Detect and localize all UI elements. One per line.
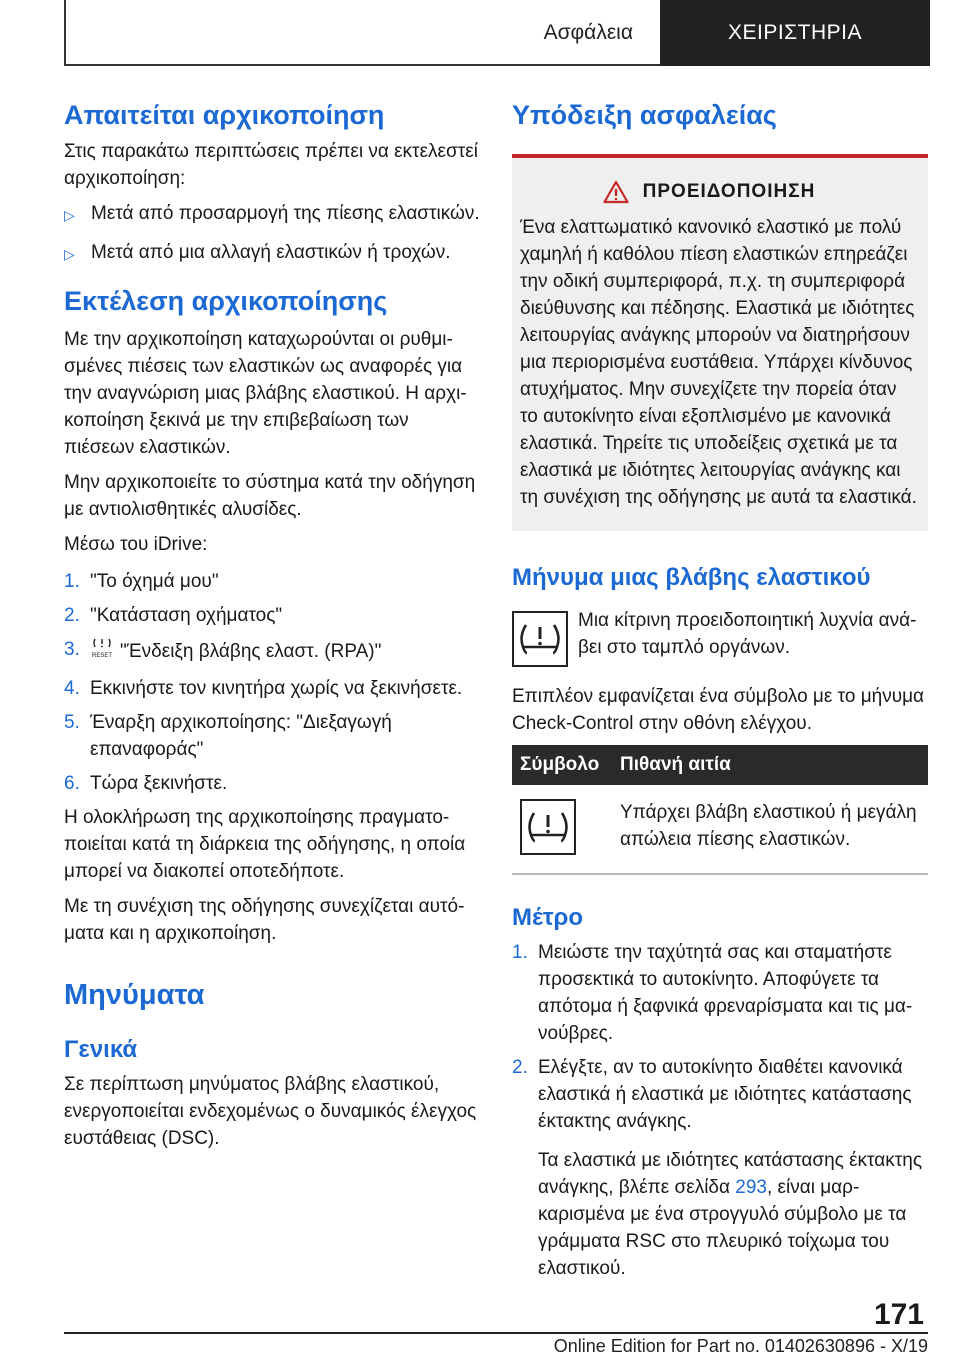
- step-item: [512, 939, 928, 1047]
- step-number: 4.: [64, 678, 80, 699]
- step-number: 3.: [64, 639, 80, 660]
- step-text: "Το όχημά μου": [90, 571, 219, 592]
- bullet-text: Μετά από μια αλλαγή ελαστικών ή τροχών.: [91, 242, 451, 263]
- step-text: Έναρξη αρχικοποίησης: "Διεξαγωγή επαναφοράς": [90, 712, 392, 760]
- step-item: [64, 636, 484, 668]
- footer-divider: [64, 1332, 928, 1334]
- right-column: [512, 98, 928, 1290]
- step-number: 2.: [512, 1057, 528, 1078]
- paragraph: Στις παρακάτω περιπτώσεις πρέπει να εκτελεστεί αρχικοποίηση:: [64, 141, 478, 189]
- table-header-cause: Πιθανή αιτία: [620, 754, 731, 775]
- step-text: "Κατάσταση οχήματος": [90, 605, 283, 626]
- paragraph: Με τη συνέχιση της οδήγησης συνεχίζεται αυτόματα και η αρχικοποίηση.: [64, 896, 465, 944]
- page-number: 171: [873, 1298, 924, 1331]
- bullet-item: [64, 200, 484, 229]
- step-number: 6.: [64, 773, 80, 794]
- paragraph: Με την αρχικοποίηση καταχωρούνται οι ρυθμισμένες πιέσεις των ελαστικών ως αναφορές για την αναγνώριση μιας βλάβης ελαστικού. Η αρχικοποίηση ξεκινά με την επιβεβαίωση των πιέσεων ελαστικών.: [64, 329, 467, 458]
- table-header: [512, 745, 928, 785]
- paragraph: Η ολοκλήρωση της αρχικοποίησης πραγματοποιείται κατά τη διάρκεια της οδήγησης, η οποία μπορεί να διακοπεί οποτεδήποτε.: [64, 807, 466, 882]
- paragraph: Μέσω του iDrive:: [64, 534, 208, 555]
- step-number: 5.: [64, 712, 80, 733]
- step-text: Τώρα ξεκινήστε.: [90, 773, 228, 794]
- warning-title-text: ΠΡΟΕΙΔΟΠΟΙΗΣΗ: [642, 181, 816, 202]
- heading-init-required: Απαιτείται αρχικοποίηση: [64, 100, 385, 130]
- warning-text: Ένα ελαττωματικό κανονικό ελαστικό με πολύ χαμηλή ή καθόλου πίεση ελαστικών επηρεάζει την οδική συμπεριφορά, π.χ. τη συμπεριφορά διεύθυνσης και πέδησης. Ελαστικά με ιδιότητες λειτουργίας ανάγκης μπορούν να διατηρήσουν μια περιορισμένα ευστάθεια. Υπάρχει κίνδυνος ατυχήματος. Μην συνεχίζετε την πορεία όταν το αυτοκίνητο είναι εξοπλισμένο με κανονικά ελαστικά. Τηρείτε τις υποδείξεις σχετικά με τα ελαστικά με ιδιότητες λειτουργίας ανάγκης και τη συνέχιση της οδήγησης με αυτά τα ελαστικά.: [520, 217, 917, 508]
- warning-triangle-icon: [603, 180, 629, 204]
- heading-measure: Μέτρο: [512, 904, 584, 931]
- header-chapter-tab: ΧΕΙΡΙΣΤΗΡΙΑ: [660, 0, 930, 66]
- triangle-bullet-icon: ▷: [64, 246, 75, 262]
- heading-messages: Μηνύματα: [64, 979, 205, 1011]
- page-link[interactable]: 293: [735, 1177, 767, 1198]
- paragraph: Σε περίπτωση μηνύματος βλάβης ελαστικού, ενεργοποιείται ενδεχομένως ο δυναμικός έλεγχος ευστάθειας (DSC).: [64, 1074, 477, 1149]
- left-column: [64, 98, 484, 1160]
- table-cell-symbol: [512, 799, 612, 855]
- indicator-light-text: Μια κίτρινη προειδοποιητική λυχνία ανάβει στο ταμπλό οργάνων.: [578, 610, 917, 658]
- rsc-text-a: Τα ελαστικά με ιδιότητες κατάστασης έκτακτης ανάγκης, βλέπε σελίδα: [538, 1150, 922, 1198]
- heading-tire-fault-message: Μήνυμα μιας βλάβης ελαστικού: [512, 564, 871, 591]
- step-item: [64, 602, 484, 629]
- step-text: Εκκινήστε τον κινητήρα χωρίς να ξεκινήσετε.: [90, 678, 463, 699]
- indicator-light-row: [512, 607, 928, 667]
- step-text: Ελέγξτε, αν το αυτοκίνητο διαθέτει κανονικά ελαστικά ή ελαστικά με ιδιότητες κατάστασης έκτακτης ανάγκης.: [538, 1057, 912, 1132]
- step-item: [64, 675, 484, 702]
- header-section-title: Ασφάλεια: [543, 21, 633, 44]
- heading-general: Γενικά: [64, 1036, 138, 1063]
- tire-reset-icon: [90, 636, 114, 668]
- step-number: 1.: [512, 942, 528, 963]
- step-item: [64, 770, 484, 797]
- heading-perform-init: Εκτέλεση αρχικοποίησης: [64, 286, 388, 316]
- bullet-text: Μετά από προσαρμογή της πίεσης ελαστικών.: [91, 203, 480, 224]
- table-row: [512, 785, 928, 875]
- symbol-table: [512, 745, 928, 875]
- warning-box: [512, 154, 928, 531]
- rsc-text-b: , είναι μαρκαρισμένα με ένα στρογγυλό σύμβολο με τα γράμματα RSC στο πλευρικό τοίχωμα του ελαστικού.: [538, 1177, 907, 1279]
- paragraph-rsc: [512, 1147, 928, 1282]
- paragraph: Μην αρχικοποιείτε το σύστημα κατά την οδήγηση με αντιολισθητικές αλυσίδες.: [64, 472, 476, 520]
- tire-pressure-warning-icon: [512, 611, 568, 667]
- warning-title: [520, 180, 918, 204]
- footer-edition: Online Edition for Part no. 01402630896 - X/19: [553, 1336, 928, 1356]
- heading-safety-note: Υπόδειξη ασφαλείας: [512, 100, 777, 130]
- table-cell-cause: Υπάρχει βλάβη ελαστικού ή μεγάλη απώλεια πίεσης ελαστικών.: [620, 802, 917, 850]
- step-number: 1.: [64, 571, 80, 592]
- step-item: [64, 709, 484, 763]
- step-item: [64, 568, 484, 595]
- tire-pressure-warning-icon: [520, 799, 576, 855]
- svg-text:RESET: RESET: [91, 653, 113, 659]
- step-text: Μειώστε την ταχύτητά σας και σταματήστε προσεκτικά το αυτοκίνητο. Αποφύγετε τα απότομα ή ξαφνικά φρεναρίσματα και τις μανούβρες.: [538, 942, 913, 1044]
- triangle-bullet-icon: ▷: [64, 207, 75, 223]
- step-item: [512, 1054, 928, 1135]
- bullet-item: [64, 239, 484, 268]
- step-number: 2.: [64, 605, 80, 626]
- table-header-symbol: Σύμβολο: [520, 754, 600, 775]
- step-text: "Ένδειξη βλάβης ελαστ. (RPA)": [120, 641, 382, 663]
- step-text-with-icon: [90, 636, 484, 668]
- paragraph: Επιπλέον εμφανίζεται ένα σύμβολο με το μήνυμα Check-Control στην οθόνη ελέγχου.: [512, 686, 925, 734]
